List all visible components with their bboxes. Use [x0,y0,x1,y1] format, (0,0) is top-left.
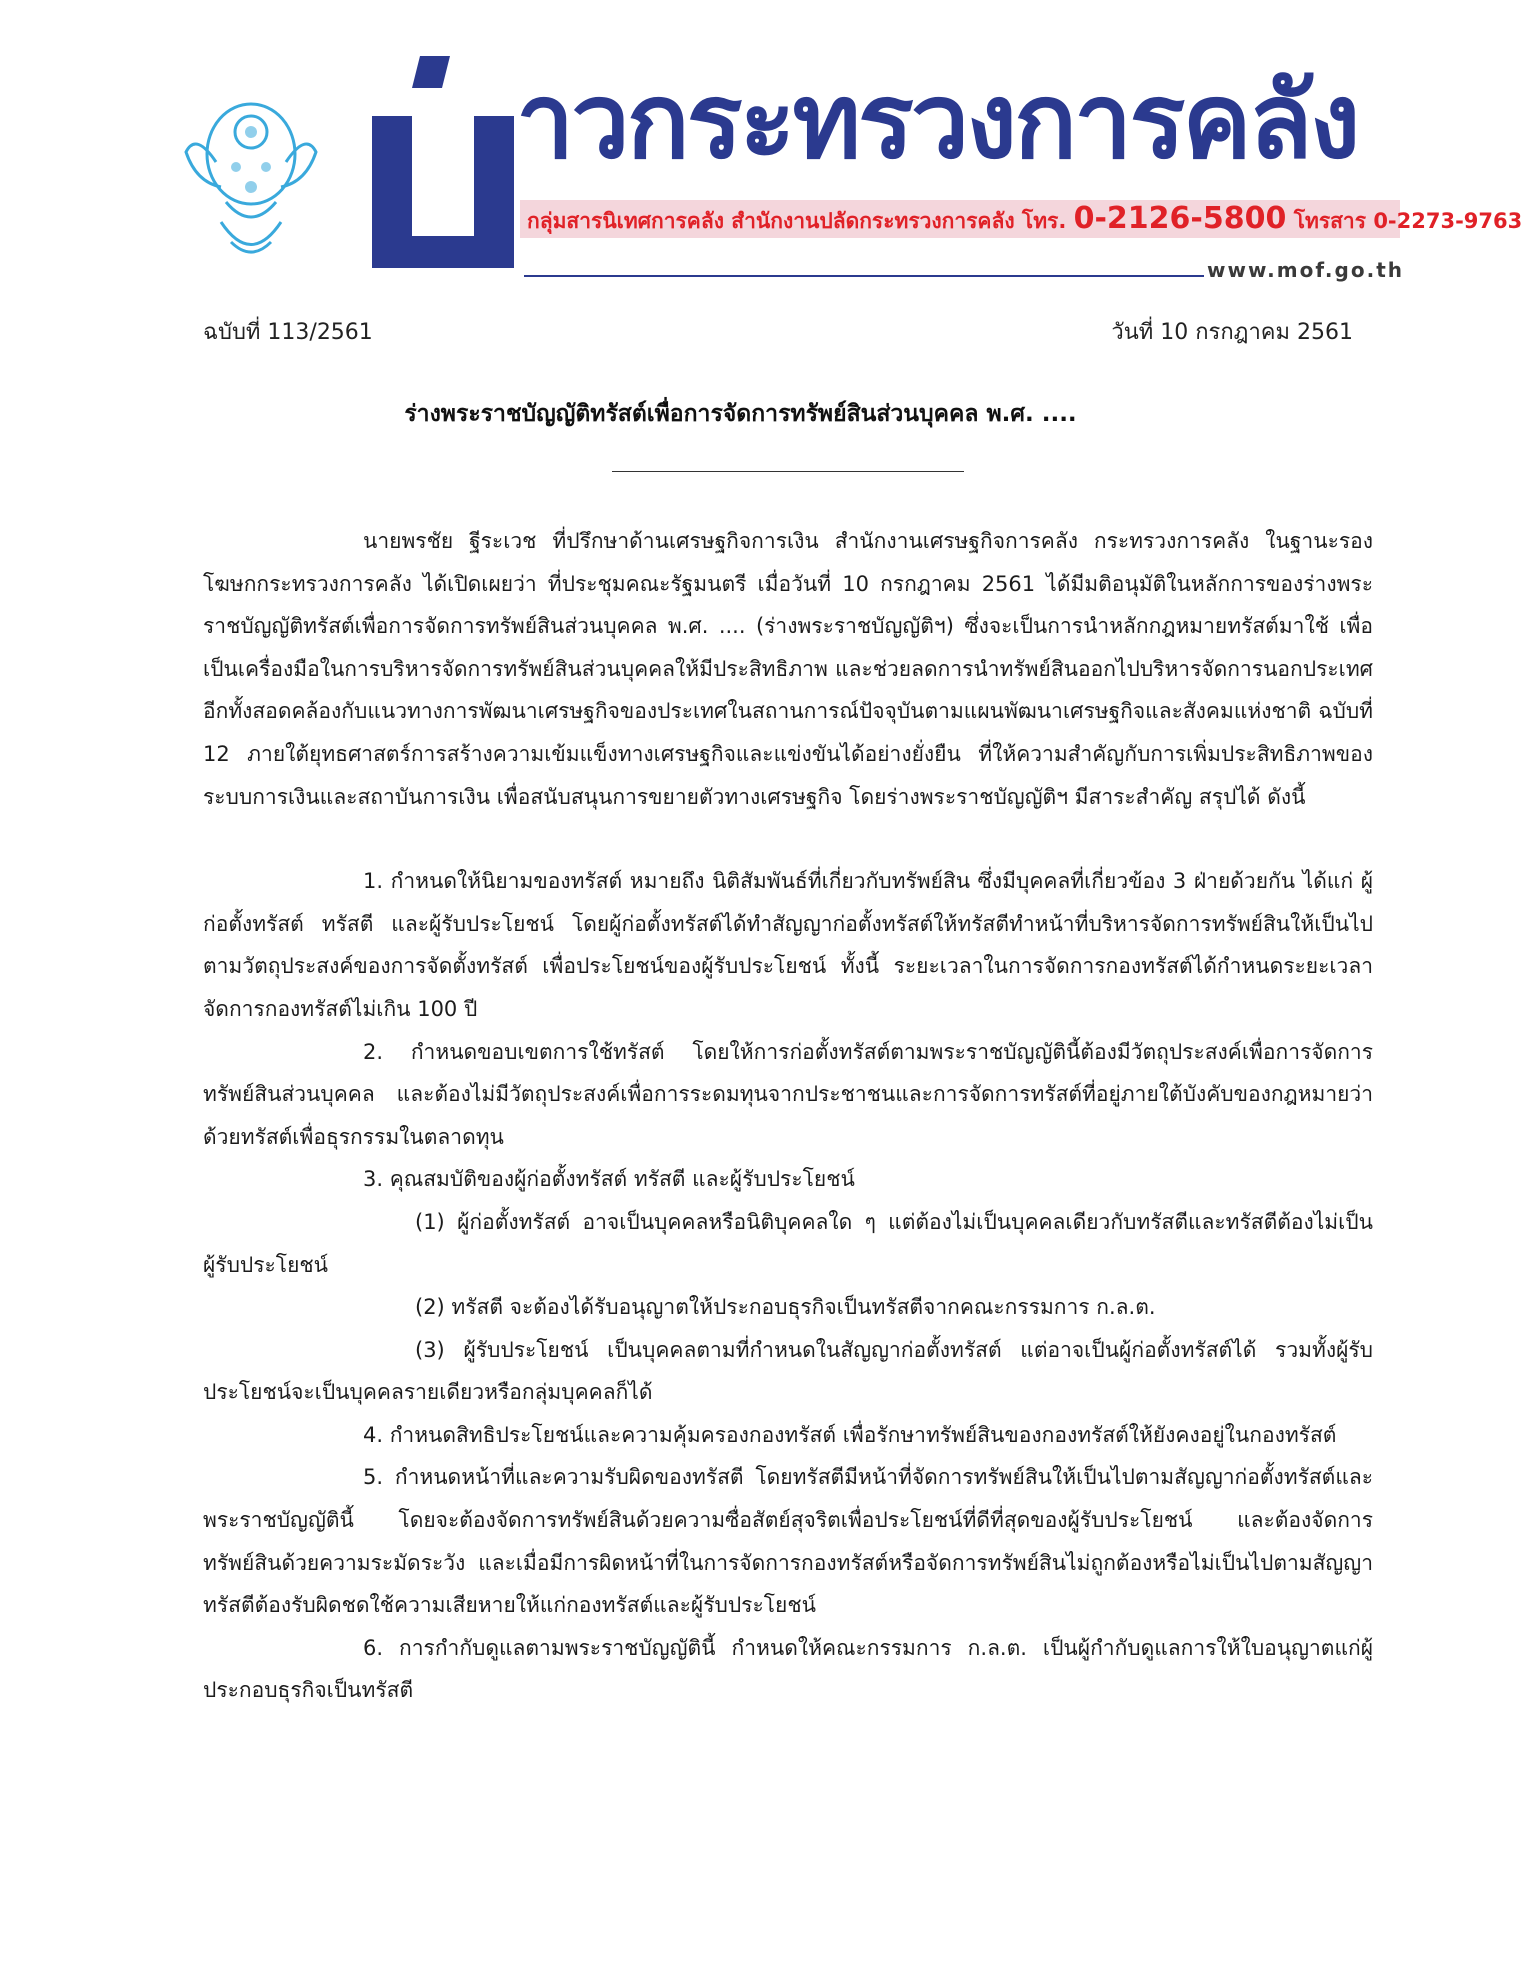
issue-date: วันที่ 10 กรกฎาคม 2561 [1111,320,1353,345]
masthead-fax: 0-2273-9763 [1373,209,1522,233]
paragraph-gap [203,818,1373,860]
clause-3-3: (3) ผู้รับประโยชน์ เป็นบุคคลตามที่กำหนดในสัญญาก่อตั้งทรัสต์ แต่อาจเป็นผู้ก่อตั้งทรัสต์ได้ รวมทั้งผู้รับประโยชน์จะเป็นบุคคลรายเดียวหรือกลุ่มบุคคลก็ได้ [203,1337,1373,1405]
document-body [203,520,1373,1712]
masthead-url[interactable]: www.mof.go.th [1207,258,1404,282]
clause-3-1: (1) ผู้ก่อตั้งทรัสต์ อาจเป็นบุคคลหรือนิติบุคคลใด ๆ แต่ต้องไม่เป็นบุคคลเดียวกับทรัสตีและทรัสตีต้องไม่เป็นผู้รับประโยชน์ [203,1209,1373,1277]
intro-paragraph: นายพรชัย ฐีระเวช ที่ปรึกษาด้านเศรษฐกิจการเงิน สำนักงานเศรษฐกิจการคลัง กระทรวงการคลัง ในฐานะรองโฆษกกระทรวงการคลัง ได้เปิดเผยว่า ที่ประชุมคณะรัฐมนตรี เมื่อวันที่ 10 กรกฎาคม 2561 ได้มีมติอนุมัติในหลักการของร่างพระราชบัญญัติทรัสต์เพื่อการจัดการทรัพย์สินส่วนบุคคล พ.ศ. .... (ร่างพระราชบัญญัติฯ) ซึ่งจะเป็นการนำหลักกฎหมายทรัสต์มาใช้ เพื่อเป็นเครื่องมือในการบริหารจัดการทรัพย์สินส่วนบุคคลให้มีประสิทธิภาพ และช่วยลดการนำทรัพย์สินออกไปบริหารจัดการนอกประเทศ อีกทั้งสอดคล้องกับแนวทางการพัฒนาเศรษฐกิจของประเทศในสถานการณ์ปัจจุบันตามแผนพัฒนาเศรษฐกิจและสังคมแห่งชาติ ฉบับที่ 12 ภายใต้ยุทธศาสตร์การสร้างความเข้มแข็งทางเศรษฐกิจและแข่งขันได้อย่างยั่งยืน ที่ให้ความสำคัญกับการเพิ่มประสิทธิภาพของระบบการเงินและสถาบันการเงิน เพื่อสนับสนุนการขยายตัวทางเศรษฐกิจ โดยร่างพระราชบัญญัติฯ มีสาระสำคัญ สรุปได้ ดังนี้ [203,529,1373,809]
masthead-phone: 0-2126-5800 [1073,201,1287,236]
clause-3: 3. คุณสมบัติของผู้ก่อตั้งทรัสต์ ทรัสตี และผู้รับประโยชน์ [363,1167,855,1192]
clause-6: 6. การกำกับดูแลตามพระราชบัญญัตินี้ กำหนดให้คณะกรรมการ ก.ล.ต. เป็นผู้กำกับดูแลการให้ใบอนุญาตแก่ผู้ประกอบธุรกิจเป็นทรัสตี [203,1635,1373,1703]
clause-4: 4. กำหนดสิทธิประโยชน์และความคุ้มครองกองทรัสต์ เพื่อรักษาทรัพย์สินของกองทรัสต์ให้ยังคงอยู่ในกองทรัสต์ [363,1422,1337,1447]
masthead-subtitle: กลุ่มสารนิเทศการคลัง สำนักงานปลัดกระทรวงการคลัง โทร. [527,209,1067,233]
garuda-emblem-icon [176,92,326,272]
clause-2: 2. กำหนดขอบเขตการใช้ทรัสต์ โดยให้การก่อตั้งทรัสต์ตามพระราชบัญญัตินี้ต้องมีวัตถุประสงค์เพื่อการจัดการทรัพย์สินส่วนบุคคล และต้องไม่มีวัตถุประสงค์เพื่อการระดมทุนจากประชาชนและการจัดการทรัสต์ที่อยู่ภายใต้บังคับของกฎหมายว่าด้วยทรัสต์เพื่อธุรกรรมในตลาดทุน [203,1039,1373,1149]
masthead-title: าวกระทรวงการคลัง [516,60,1358,182]
masthead-initial-glyph [368,56,518,268]
masthead-divider [524,275,1204,277]
masthead-contact-text [527,203,1522,237]
document-title: ร่างพระราชบัญญัติทรัสต์เพื่อการจัดการทรัพย์สินส่วนบุคคล พ.ศ. .... [404,401,1077,427]
title-underline [612,471,964,472]
clause-3-2: (2) ทรัสตี จะต้องได้รับอนุญาตให้ประกอบธุรกิจเป็นทรัสตีจากคณะกรรมการ ก.ล.ต. [415,1295,1156,1320]
clause-1: 1. กำหนดให้นิยามของทรัสต์ หมายถึง นิติสัมพันธ์ที่เกี่ยวกับทรัพย์สิน ซึ่งมีบุคคลที่เกี่ยวข้อง 3 ฝ่ายด้วยกัน ได้แก่ ผู้ก่อตั้งทรัสต์ ทรัสตี และผู้รับประโยชน์ โดยผู้ก่อตั้งทรัสต์ได้ทำสัญญาก่อตั้งทรัสต์ให้ทรัสตีทำหน้าที่บริหารจัดการทรัพย์สินให้เป็นไปตามวัตถุประสงค์ของการจัดตั้งทรัสต์ เพื่อประโยชน์ของผู้รับประโยชน์ ทั้งนี้ ระยะเวลาในการจัดการกองทรัสต์ได้กำหนดระยะเวลาจัดการกองทรัสต์ไม่เกิน 100 ปี [203,869,1373,1021]
masthead-fax-label: โทรสาร [1293,209,1366,233]
clause-5: 5. กำหนดหน้าที่และความรับผิดของทรัสตี โดยทรัสตีมีหน้าที่จัดการทรัพย์สินให้เป็นไปตามสัญญาก่อตั้งทรัสต์และพระราชบัญญัตินี้ โดยจะต้องจัดการทรัพย์สินด้วยความซื่อสัตย์สุจริตเพื่อประโยชน์ที่ดีที่สุดของผู้รับประโยชน์ และต้องจัดการทรัพย์สินด้วยความระมัดระวัง และเมื่อมีการผิดหน้าที่ในการจัดการกองทรัสต์หรือจัดการทรัพย์สินไม่ถูกต้องหรือไม่เป็นไปตามสัญญา ทรัสตีต้องรับผิดชดใช้ความเสียหายให้แก่กองทรัสต์และผู้รับประโยชน์ [203,1465,1373,1618]
masthead [0,0,1522,290]
issue-number: ฉบับที่ 113/2561 [203,320,373,345]
